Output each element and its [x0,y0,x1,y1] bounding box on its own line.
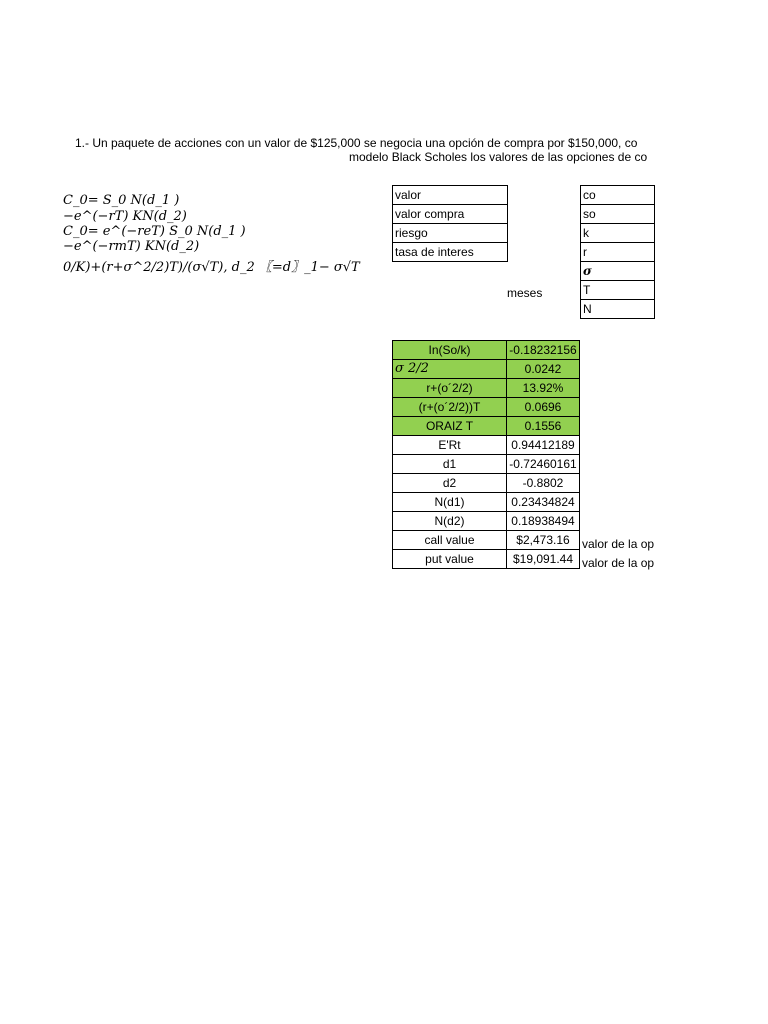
meses-label: meses [507,286,543,300]
table-row [393,417,580,436]
formula-line-5: 0/K)+(r+σ^2/2)T)/(σ√T), d_2 〖=d〗_1− σ√T [63,260,360,275]
calc-value[interactable]: 0.0696 [507,398,580,417]
calc-value[interactable]: 0.0242 [507,360,580,379]
calc-value[interactable]: 13.92% [507,379,580,398]
calc-label[interactable]: put value [393,550,507,569]
calc-label[interactable]: σ 2/2 [393,360,507,379]
calc-label[interactable]: d2 [393,474,507,493]
symbol-cell[interactable]: k [581,224,655,243]
calc-label[interactable]: r+(o´2/2) [393,379,507,398]
problem-statement-line-2: modelo Black Scholes los valores de las opciones de co [349,150,648,164]
formula-line-3: C_0= e^(−reT) S_0 N(d_1 ) [63,224,246,239]
table-row [393,512,580,531]
symbol-cell[interactable]: so [581,205,655,224]
calc-label[interactable]: call value [393,531,507,550]
table-row [393,550,580,569]
variable-cell[interactable]: tasa de interes [393,243,508,262]
formula-line-2: −e^(−rT) KN(d_2) [63,209,187,224]
table-row [393,493,580,512]
calc-value[interactable]: -0.72460161 [507,455,580,474]
table-row [393,360,580,379]
calc-value[interactable]: -0.8802 [507,474,580,493]
symbol-cell[interactable]: T [581,281,655,300]
variable-cell[interactable]: riesgo [393,224,508,243]
table-row [393,531,580,550]
variables-table [392,185,508,262]
calc-value[interactable]: 0.94412189 [507,436,580,455]
table-row [393,341,580,360]
problem-statement-line-1: 1.- Un paquete de acciones con un valor de $125,000 se negocia una opción de compra por $150,000, co [75,136,638,150]
table-row [393,455,580,474]
variable-cell[interactable]: valor [393,186,508,205]
table-row [393,398,580,417]
calc-label[interactable]: d1 [393,455,507,474]
calc-value-call[interactable]: $2,473.16 [507,531,580,550]
calc-value[interactable]: 0.23434824 [507,493,580,512]
table-row [393,436,580,455]
call-note: valor de la op [582,537,655,551]
symbols-table [580,185,655,319]
calc-label[interactable]: N(d2) [393,512,507,531]
table-row [393,474,580,493]
calc-label[interactable]: In(So/k) [393,341,507,360]
calc-value-put[interactable]: $19,091.44 [507,550,580,569]
calc-label[interactable]: N(d1) [393,493,507,512]
calc-label[interactable]: (r+(o´2/2))T [393,398,507,417]
formula-line-4: −e^(−rmT) KN(d_2) [63,239,200,254]
formula-line-1: C_0= S_0 N(d_1 ) [63,193,180,208]
symbol-cell-sigma[interactable]: σ [581,262,655,281]
symbol-cell[interactable]: co [581,186,655,205]
calc-value[interactable]: 0.18938494 [507,512,580,531]
symbol-cell[interactable]: r [581,243,655,262]
calc-label[interactable]: ORAIZ T [393,417,507,436]
variable-cell[interactable]: valor compra [393,205,508,224]
table-row [393,379,580,398]
put-note: valor de la op [582,556,655,570]
calculation-table [392,340,580,569]
calc-label[interactable]: E'Rt [393,436,507,455]
calc-value[interactable]: 0.1556 [507,417,580,436]
calc-value[interactable]: -0.18232156 [507,341,580,360]
symbol-cell[interactable]: N [581,300,655,319]
